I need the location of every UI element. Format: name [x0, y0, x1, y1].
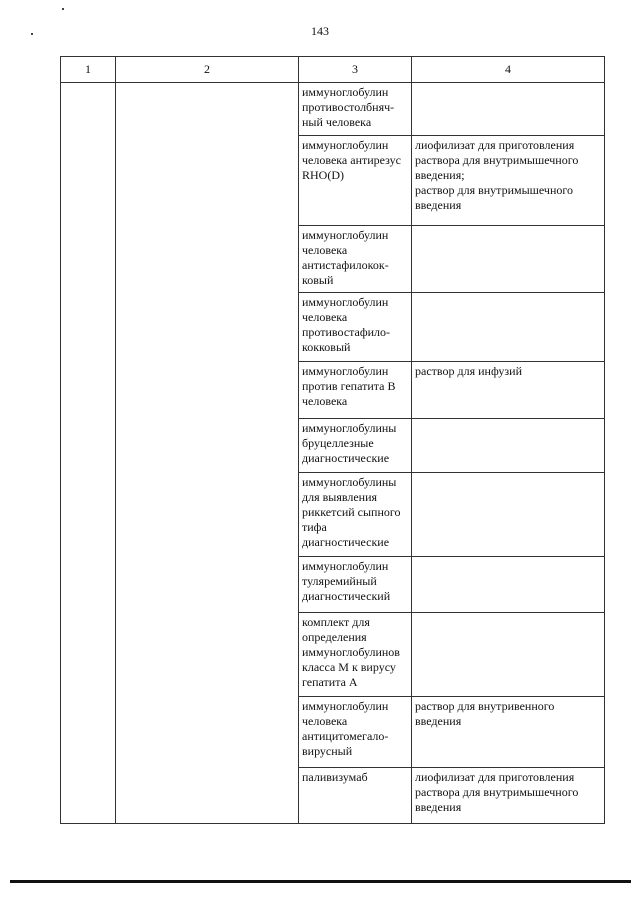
drug-name: иммуноглобулин противостолбняч- ный человека [302, 85, 395, 129]
dosage-form-cell [412, 419, 605, 473]
drug-name-cell [299, 419, 412, 473]
drug-name: иммуноглобулин человека антистафилокок- ковый [302, 228, 389, 287]
dosage-form-cell [412, 226, 605, 293]
table-header-row [61, 57, 605, 83]
drug-name-cell [299, 557, 412, 613]
dosage-form-cell [412, 768, 605, 824]
drug-name: иммуноглобулин против гепатита В человека [302, 364, 396, 408]
drug-name: иммуноглобулины для выявления риккетсий сыпного тифа диагностические [302, 475, 401, 549]
drug-name-cell [299, 293, 412, 362]
dosage-form-cell [412, 557, 605, 613]
drug-table [60, 56, 605, 824]
table-row [61, 83, 605, 136]
header-col-3: 3 [299, 57, 412, 83]
header-col-2: 2 [116, 57, 299, 83]
dosage-form-cell [412, 362, 605, 419]
drug-name-cell [299, 473, 412, 557]
page-number: 143 [311, 24, 329, 38]
dosage-form-cell [412, 473, 605, 557]
drug-name: иммуноглобулин человека противостафило- кокковый [302, 295, 391, 354]
drug-name-cell [299, 226, 412, 293]
header-col-4: 4 [412, 57, 605, 83]
scan-speck [62, 8, 64, 10]
drug-name-cell [299, 362, 412, 419]
drug-name: иммуноглобулин человека антирезус RHO(D) [302, 138, 401, 182]
col2-merged-cell [116, 83, 299, 824]
dosage-form-cell [412, 83, 605, 136]
drug-name-cell [299, 697, 412, 768]
dosage-form: лиофилизат для приготовления раствора для внутримышечного введения [415, 770, 579, 814]
drug-name-cell [299, 613, 412, 697]
drug-name-cell [299, 83, 412, 136]
drug-name: паливизумаб [302, 770, 368, 784]
drug-name: иммуноглобулин человека антицитомегало- вирусный [302, 699, 389, 758]
dosage-form-cell [412, 136, 605, 226]
dosage-form-cell [412, 293, 605, 362]
dosage-form-cell [412, 697, 605, 768]
header-col-1: 1 [61, 57, 116, 83]
drug-name: комплект для определения иммуноглобулинов класса М к вирусу гепатита А [302, 615, 400, 689]
dosage-form: лиофилизат для приготовления раствора для внутримышечного введения; раствор для внутримышечного введения [415, 138, 579, 212]
scan-bottom-edge [10, 880, 631, 883]
dosage-form: раствор для инфузий [415, 364, 522, 378]
col1-merged-cell [61, 83, 116, 824]
drug-name: иммуноглобулин туляремийный диагностический [302, 559, 391, 603]
drug-name-cell [299, 768, 412, 824]
drug-name: иммуноглобулины бруцеллезные диагностические [302, 421, 397, 465]
dosage-form: раствор для внутривенного введения [415, 699, 555, 728]
dosage-form-cell [412, 613, 605, 697]
drug-name-cell [299, 136, 412, 226]
